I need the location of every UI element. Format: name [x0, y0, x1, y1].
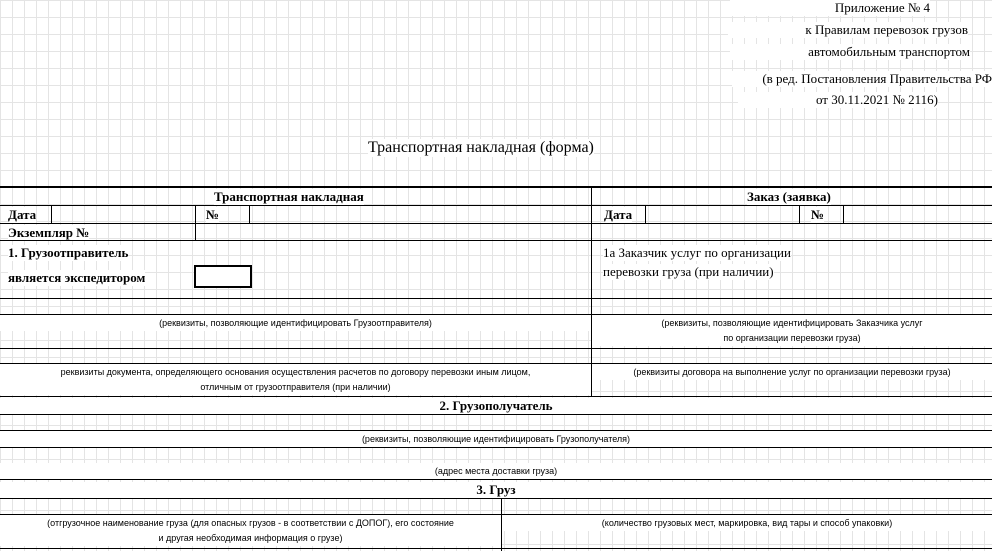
customer-caption-1: (реквизиты, позволяющие идентифицировать Заказчика услуг: [592, 315, 992, 331]
cargo-name-caption-1: (отгрузочное наименование груза (для опасных грузов - в соответствии с ДОПОГ), его состояние: [0, 515, 501, 531]
right-date-label: Дата: [604, 207, 633, 222]
header-line-4: (в ред. Постановления Правительства РФ: [732, 71, 992, 87]
forwarder-label: является экспедитором: [8, 270, 146, 285]
top-border: [0, 186, 992, 188]
cargo-title: 3. Груз: [0, 482, 992, 498]
header-line-2: к Правилам перевозок грузов: [728, 22, 968, 38]
header-line-5: от 30.11.2021 № 2116): [738, 92, 938, 108]
copy-number-label: Экземпляр №: [8, 225, 90, 240]
page-title: Транспортная накладная (форма): [368, 139, 594, 156]
left-section-title: Транспортная накладная: [214, 189, 364, 204]
shipper-label: 1. Грузоотправитель: [8, 245, 129, 260]
customer-label-2: перевозки груза (при наличии): [603, 264, 774, 279]
address-caption: (адрес места доставки груза): [0, 463, 992, 479]
consignee-caption: (реквизиты, позволяющие идентифицировать Грузополучателя): [0, 431, 992, 447]
header-line-3: автомобильным транспортом: [730, 44, 970, 60]
customer-label-1: 1а Заказчик услуг по организации: [603, 245, 791, 260]
consignee-title: 2. Грузополучатель: [0, 398, 992, 414]
left-date-label: Дата: [8, 207, 37, 222]
right-section-title: Заказ (заявка): [747, 189, 831, 204]
left-number-label: №: [206, 207, 220, 222]
payment-doc-caption-2: отличным от грузоотправителя (при наличии): [0, 379, 591, 395]
customer-caption-2: по организации перевозки груза): [592, 330, 992, 346]
forwarder-checkbox[interactable]: [194, 265, 252, 288]
shipper-caption: (реквизиты, позволяющие идентифицировать Грузоотправителя): [0, 315, 591, 331]
payment-doc-caption-1: реквизиты документа, определяющего основания осуществления расчетов по договору перевозки иным лицом,: [0, 364, 591, 380]
packaging-caption: (количество грузовых мест, маркировка, вид тары и способ упаковки): [502, 515, 992, 531]
contract-caption: (реквизиты договора на выполнение услуг по организации перевозки груза): [592, 364, 992, 380]
cargo-name-caption-2: и другая необходимая информация о грузе): [0, 530, 501, 546]
header-line-1: Приложение № 4: [730, 0, 930, 16]
right-number-label: №: [811, 207, 825, 222]
